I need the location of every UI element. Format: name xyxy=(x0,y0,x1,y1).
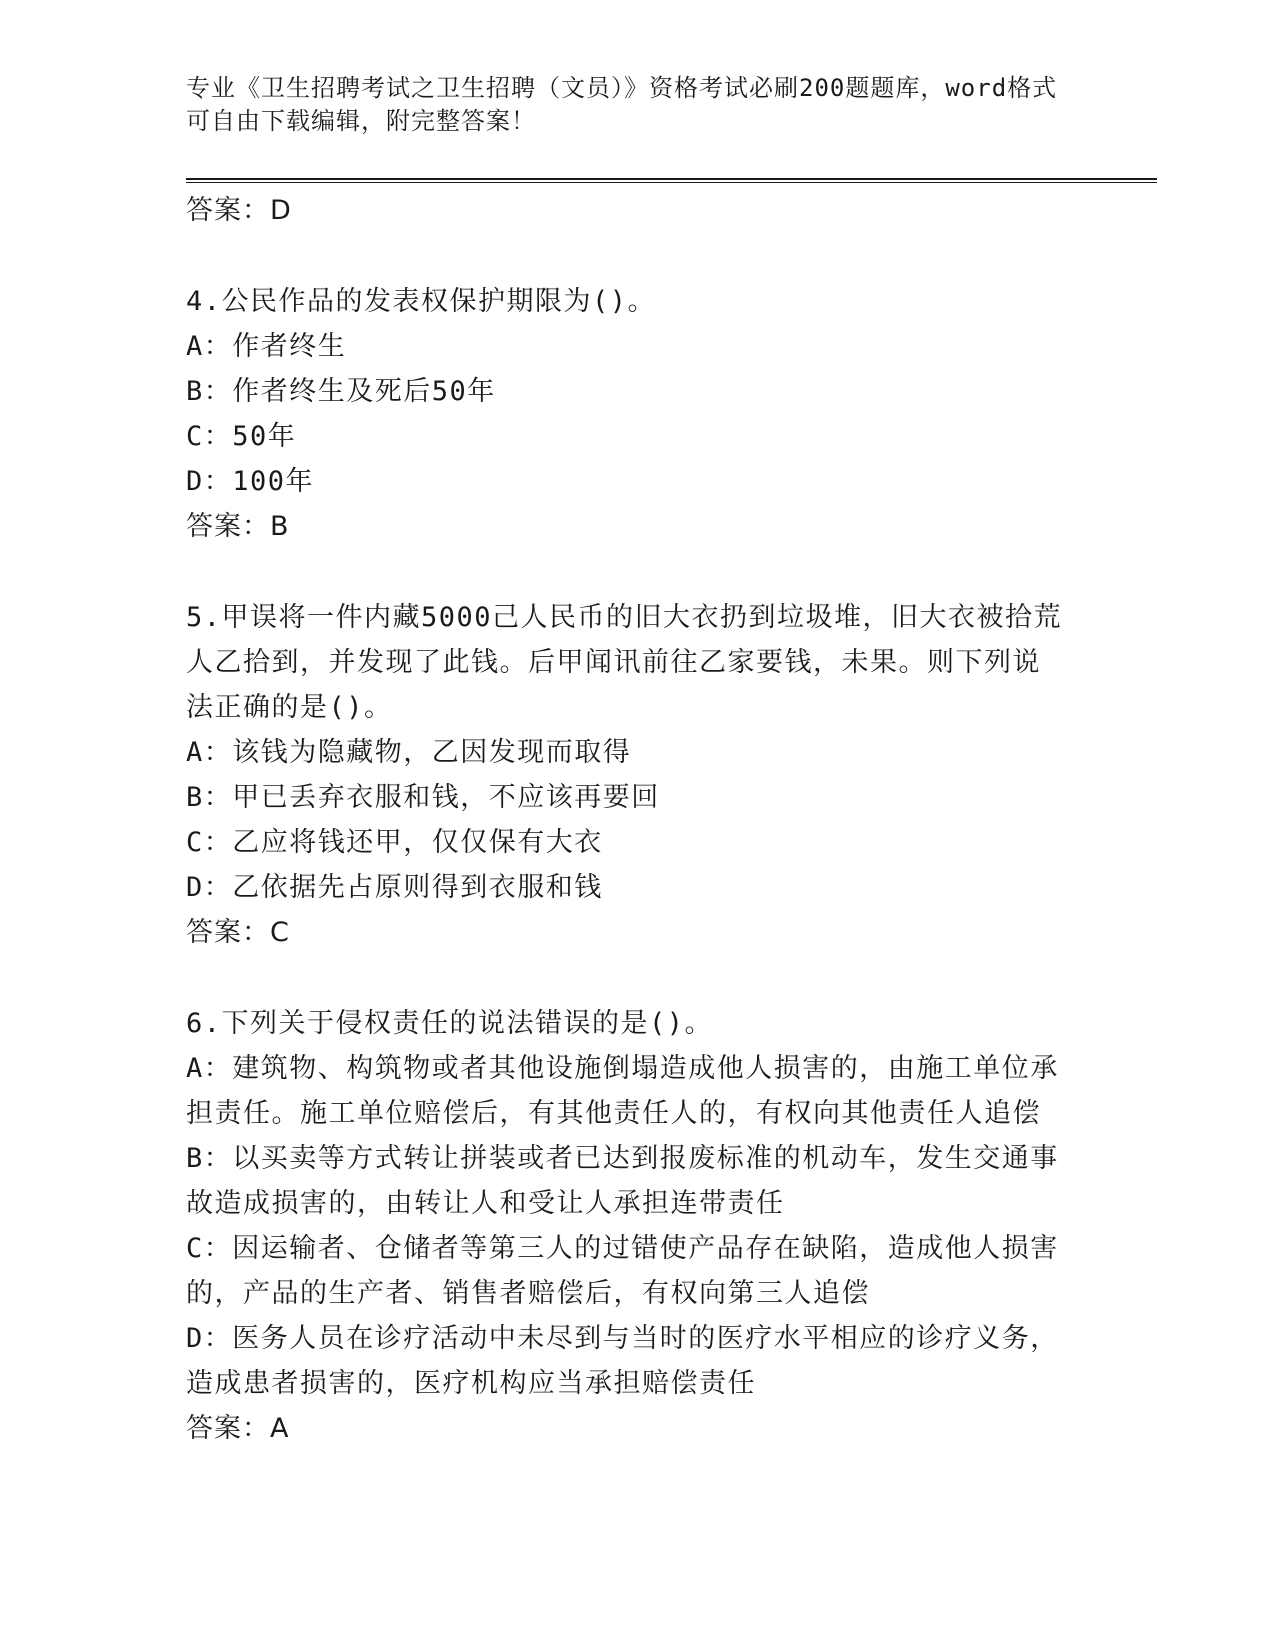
option-b: B：甲已丢弃衣服和钱，不应该再要回 xyxy=(186,782,660,813)
option-b: 故造成损害的，由转让人和受让人承担连带责任 xyxy=(186,1188,785,1219)
option-a: A：建筑物、构筑物或者其他设施倒塌造成他人损害的，由施工单位承 xyxy=(186,1053,1059,1084)
spacer xyxy=(186,549,1076,595)
option-b: B：以买卖等方式转让拼装或者已达到报废标准的机动车，发生交通事 xyxy=(186,1143,1059,1174)
option-d: D：乙依据先占原则得到衣服和钱 xyxy=(186,872,603,903)
page-header xyxy=(186,72,1066,138)
question-stem: 法正确的是()。 xyxy=(186,692,393,723)
question-stem: 5.甲误将一件内藏5000己人民币的旧大衣扔到垃圾堆，旧大衣被拾荒 xyxy=(186,602,1063,633)
option-c: C：50年 xyxy=(186,421,297,452)
option-c: C：乙应将钱还甲，仅仅保有大衣 xyxy=(186,827,603,858)
answer-line: 答案：C xyxy=(186,917,290,948)
question-stem: 6.下列关于侵权责任的说法错误的是()。 xyxy=(186,1008,714,1039)
question-stem: 4.公民作品的发表权保护期限为()。 xyxy=(186,286,657,317)
question-stem: 人乙拾到，并发现了此钱。后甲闻讯前往乙家要钱，未果。则下列说 xyxy=(186,647,1041,678)
header-line-1: 专业《卫生招聘考试之卫生招聘（文员）》资格考试必刷200题题库，word格式 xyxy=(186,74,1058,102)
header-divider xyxy=(186,178,1157,183)
option-d: D：医务人员在诊疗活动中未尽到与当时的医疗水平相应的诊疗义务， xyxy=(186,1323,1059,1354)
spacer xyxy=(186,955,1076,1001)
option-d: 造成患者损害的，医疗机构应当承担赔偿责任 xyxy=(186,1368,756,1399)
question-item xyxy=(186,279,1076,549)
option-a: A：该钱为隐藏物，乙因发现而取得 xyxy=(186,737,632,768)
option-a: A：作者终生 xyxy=(186,331,347,362)
question-item xyxy=(186,595,1076,955)
option-c: 的，产品的生产者、销售者赔偿后，有权向第三人追偿 xyxy=(186,1278,870,1309)
answer-line: 答案：A xyxy=(186,1413,290,1444)
option-d: D：100年 xyxy=(186,466,315,497)
question-list xyxy=(186,188,1076,1451)
option-c: C：因运输者、仓储者等第三人的过错使产品存在缺陷，造成他人损害 xyxy=(186,1233,1059,1264)
question-item xyxy=(186,1001,1076,1451)
spacer xyxy=(186,233,1076,279)
option-a: 担责任。施工单位赔偿后，有其他责任人的，有权向其他责任人追偿 xyxy=(186,1098,1041,1129)
answer-line: 答案：B xyxy=(186,511,290,542)
option-b: B：作者终生及死后50年 xyxy=(186,376,496,407)
answer-line: 答案：D xyxy=(186,195,292,226)
header-line-2: 可自由下载编辑，附完整答案！ xyxy=(186,107,536,135)
